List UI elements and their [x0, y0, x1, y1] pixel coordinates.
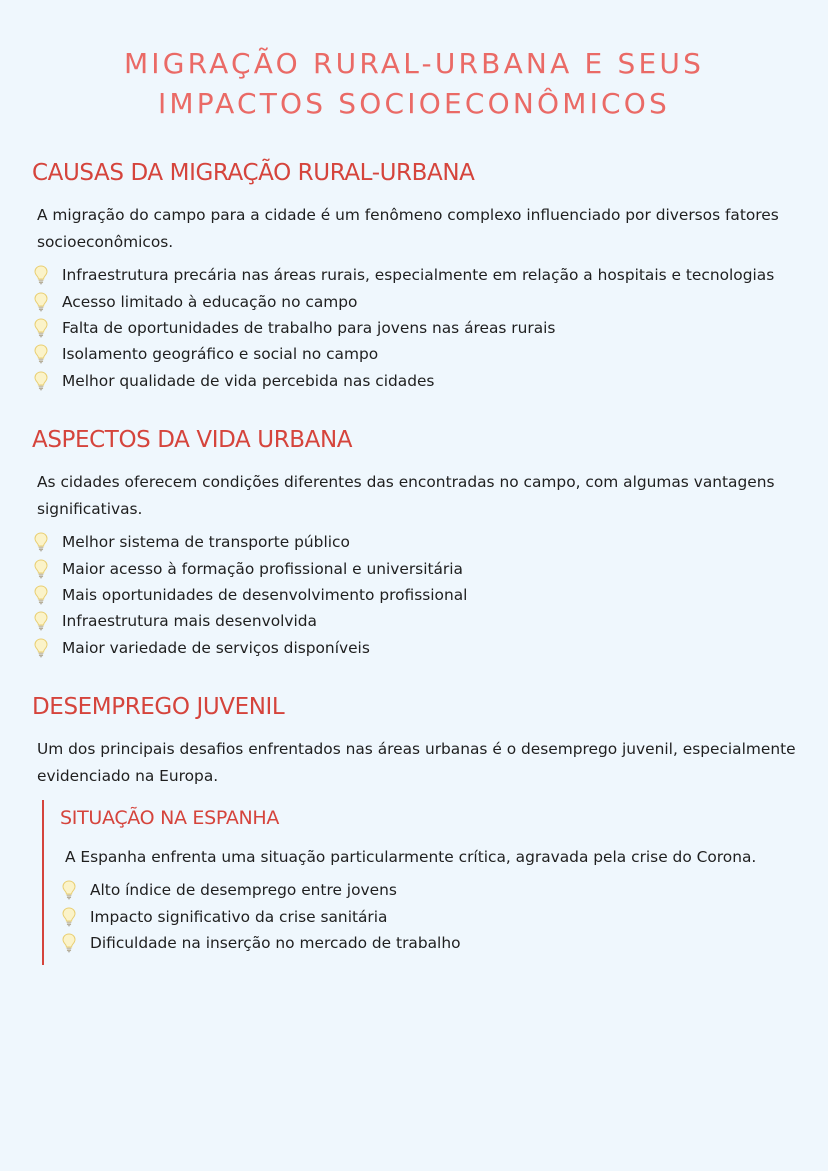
section-intro: A migração do campo para a cidade é um fenômeno complexo influenciado por diversos fatores socioeconômicos.	[37, 206, 779, 251]
lightbulb-icon	[60, 906, 90, 928]
lightbulb-icon	[60, 879, 90, 901]
subsection-heading: SITUAÇÃO NA ESPANHA	[60, 807, 280, 829]
bullet-list	[32, 529, 802, 661]
section-heading: ASPECTOS DA VIDA URBANA	[32, 427, 353, 453]
list-item-text: Mais oportunidades de desenvolvimento profissional	[62, 585, 468, 604]
subsection-intro: A Espanha enfrenta uma situação particularmente crítica, agravada pela crise do Corona.	[65, 848, 757, 866]
lightbulb-icon	[32, 610, 62, 632]
list-item	[32, 368, 802, 394]
list-item-text: Melhor sistema de transporte público	[62, 533, 350, 552]
lightbulb-icon	[32, 558, 62, 580]
lightbulb-icon	[32, 264, 62, 286]
section-intro: As cidades oferecem condições diferentes das encontradas no campo, com algumas vantagens significativas.	[37, 473, 775, 518]
section-heading: CAUSAS DA MIGRAÇÃO RURAL-URBANA	[32, 160, 475, 186]
list-item	[32, 262, 802, 288]
list-item-text: Maior variedade de serviços disponíveis	[62, 638, 370, 657]
lightbulb-icon	[32, 370, 62, 392]
subsection-espanha	[42, 800, 804, 965]
lightbulb-icon	[32, 584, 62, 606]
list-item	[32, 315, 802, 341]
list-item-text: Maior acesso à formação profissional e universitária	[62, 559, 463, 578]
section-heading: DESEMPREGO JUVENIL	[32, 694, 285, 720]
list-item	[32, 529, 802, 555]
section-desemprego	[32, 692, 802, 790]
lightbulb-icon	[32, 291, 62, 313]
list-item	[60, 903, 804, 929]
list-item	[60, 877, 804, 903]
list-item	[32, 555, 802, 581]
list-item-text: Melhor qualidade de vida percebida nas cidades	[62, 371, 435, 390]
lightbulb-icon	[60, 932, 90, 954]
list-item-text: Isolamento geográfico e social no campo	[62, 345, 379, 364]
list-item	[60, 930, 804, 956]
page-title: MIGRAÇÃO RURAL-URBANA E SEUS IMPACTOS SOCIOECONÔMICOS	[123, 47, 705, 120]
lightbulb-icon	[32, 343, 62, 365]
lightbulb-icon	[32, 637, 62, 659]
bullet-list	[32, 262, 802, 394]
section-vida-urbana	[32, 425, 802, 661]
list-item-text: Falta de oportunidades de trabalho para jovens nas áreas rurais	[62, 318, 556, 337]
list-item	[32, 582, 802, 608]
list-item	[32, 341, 802, 367]
lightbulb-icon	[32, 531, 62, 553]
section-intro: Um dos principais desafios enfrentados nas áreas urbanas é o desemprego juvenil, especialmente evidenciado na Europa.	[37, 740, 796, 785]
section-causas	[32, 158, 802, 394]
list-item-text: Infraestrutura mais desenvolvida	[62, 612, 317, 631]
list-item-text: Infraestrutura precária nas áreas rurais, especialmente em relação a hospitais e tecnologias	[62, 266, 775, 285]
list-item-text: Alto índice de desemprego entre jovens	[90, 881, 397, 900]
list-item	[32, 608, 802, 634]
lightbulb-icon	[32, 317, 62, 339]
list-item-text: Impacto significativo da crise sanitária	[90, 907, 388, 926]
list-item	[32, 288, 802, 314]
list-item-text: Dificuldade na inserção no mercado de trabalho	[90, 933, 461, 952]
list-item	[32, 635, 802, 661]
bullet-list	[60, 877, 804, 956]
list-item-text: Acesso limitado à educação no campo	[62, 292, 358, 311]
